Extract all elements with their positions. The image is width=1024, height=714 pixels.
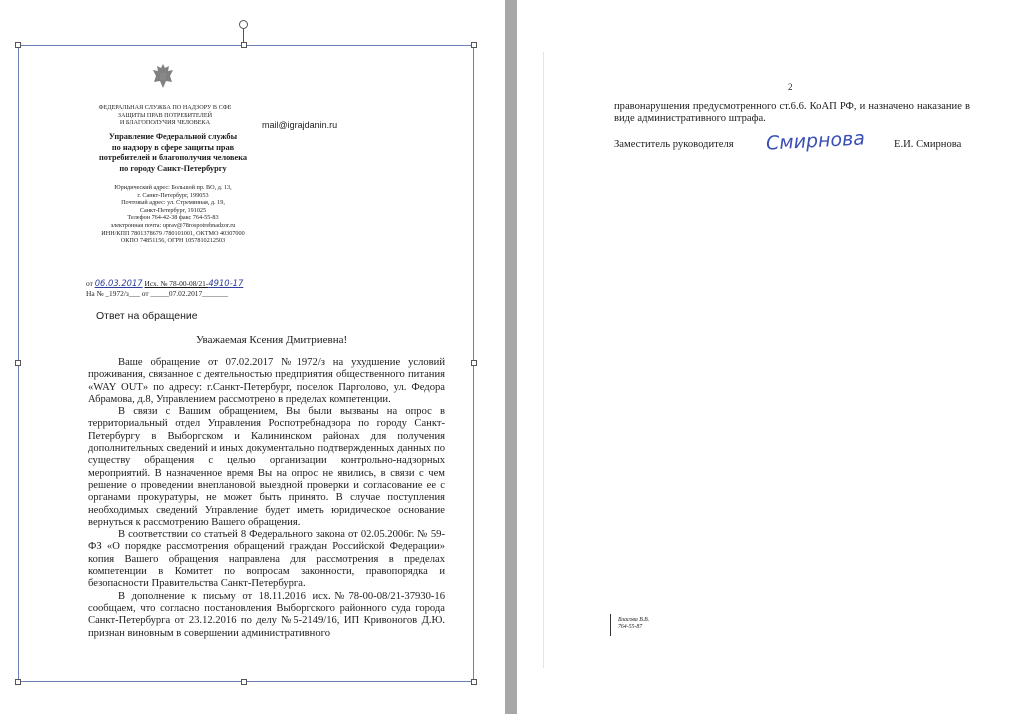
- executor-name: Власова В.В.: [618, 617, 650, 623]
- agency-name-line: по надзору в сфере защиты прав: [111, 142, 235, 152]
- signer-name: Е.И. Смирнова: [894, 139, 962, 150]
- resize-handle-top-left[interactable]: [15, 42, 21, 48]
- agency-name-line: по городу Санкт-Петербургу: [119, 163, 227, 173]
- agency-name-line: потребителей и благополучия человека: [98, 153, 248, 162]
- address-line: Телефон 764-42-38 факс 764-55-83: [127, 214, 219, 222]
- address-line: Юридический адрес: Большой пр. ВО, д. 13,: [114, 184, 232, 191]
- sender-header-line: ЗАЩИТЫ ПРАВ ПОТРЕБИТЕЛЕЙ: [117, 111, 213, 119]
- greeting: Уважаемая Ксения Дмитриевна!: [196, 334, 348, 346]
- signer-title: Заместитель руководителя: [614, 139, 734, 150]
- binding-mark: [610, 614, 611, 636]
- rotate-handle[interactable]: [239, 20, 248, 29]
- address-line: ОКПО 74851156, ОГРН 1057810212503: [120, 237, 226, 245]
- resize-handle-right[interactable]: [471, 360, 477, 366]
- address-line: электронная почта: uprav@78rospotrebnadzor.ru: [110, 221, 236, 229]
- email-label: mail@igrajdanin.ru: [262, 120, 338, 130]
- page-number: 2: [788, 82, 793, 92]
- paragraph: Ваше обращение от 07.02.2017 №1972/з на ухудшение условий проживания, связанное с деятельностью предприятия общественного питания «WAY OUT» по адресу: г.Санкт-Петербург, поселок Парголово, ул. Федора Абрамова, д.8, Управлением рассмотрено в пределах компетенции.: [88, 357, 445, 405]
- ref-prefix: от: [86, 279, 93, 288]
- page-divider: [505, 0, 517, 714]
- incoming-ref-line: На № _1972/з___ от _____07.02.2017_______: [86, 289, 229, 298]
- ref-middle: Исх. № 78-00-08/21-: [144, 279, 209, 288]
- paragraph: В дополнение к письму от 18.11.2016 исх.№78-00-08/21-37930-16 сообщаем, что согласно постановления Выборгского районного суда города Санкт-Петербурга от 23.12.2016 по делу №5-2149/16, ИП Кривоногов Д.Ю. признан виновным в совершении административного: [88, 590, 445, 639]
- resize-handle-bottom-right[interactable]: [471, 679, 477, 685]
- subject-line: Ответ на обращение: [96, 310, 198, 322]
- continuation-text: правонарушения предусмотренного ст.6.6. КоАП РФ, и назначено наказание в виде административного штрафа.: [614, 101, 970, 125]
- sender-header-line: И БЛАГОПОЛУЧИЯ ЧЕЛОВЕКА: [119, 119, 211, 127]
- address-line: Почтовый адрес: ул. Стремянная, д. 19,: [121, 199, 225, 207]
- image-selection-frame[interactable]: [18, 45, 474, 682]
- executor-phone: 764-55-87: [618, 624, 643, 630]
- address-line: ИНН/КПП 7801378679 /780101001, ОКТМО 40307000: [101, 229, 245, 237]
- resize-handle-top-right[interactable]: [471, 42, 477, 48]
- agency-name-line: Управление Федеральной службы: [108, 132, 238, 141]
- address-line: г. Санкт-Петербург, 199053: [137, 191, 209, 199]
- handwritten-ref-number: 4910-17: [208, 278, 244, 288]
- sender-header-line: ФЕДЕРАЛЬНАЯ СЛУЖБА ПО НАДЗОРУ В СФЕ: [98, 104, 232, 111]
- handwritten-signature: Смирнова: [765, 127, 866, 155]
- resize-handle-left[interactable]: [15, 360, 21, 366]
- resize-handle-bottom-left[interactable]: [15, 679, 21, 685]
- resize-handle-bottom[interactable]: [241, 679, 247, 685]
- paragraph: В соответствии со статьей 8 Федерального закона от 02.05.2006г. № 59-ФЗ «О порядке рассмотрения обращений граждан Российской Федерации» копия Вашего обращения направлена для рассмотрения в пределах компетенции в Комитет по вопросам законности, правопорядка и безопасности Правительства Санкт-Петербурга.: [88, 529, 445, 590]
- paragraph: В связи с Вашим обращением, Вы были вызваны на опрос в территориальный отдел Управления Роспотребнадзора по городу Санкт-Петербургу в Выборгском и Калининском районах для получения дополнительных сведений и иных документально подтвержденных данных по существу обращения с целью организации контрольно-надзорных мероприятий. В назначенное время Вы на опрос не явились, в связи с чем решение о проведении внеплановой выездной проверки и согласование ее с органами прокуратуры, не может быть принято. В случае поступления необходимых сведений Управление будет иметь юридическое основание вернуться к рассмотрению Вашего обращения.: [88, 406, 445, 528]
- address-line: Санкт-Петербург, 191025: [139, 206, 207, 214]
- resize-handle-top[interactable]: [241, 42, 247, 48]
- handwritten-date: 06.03.2017: [94, 278, 143, 288]
